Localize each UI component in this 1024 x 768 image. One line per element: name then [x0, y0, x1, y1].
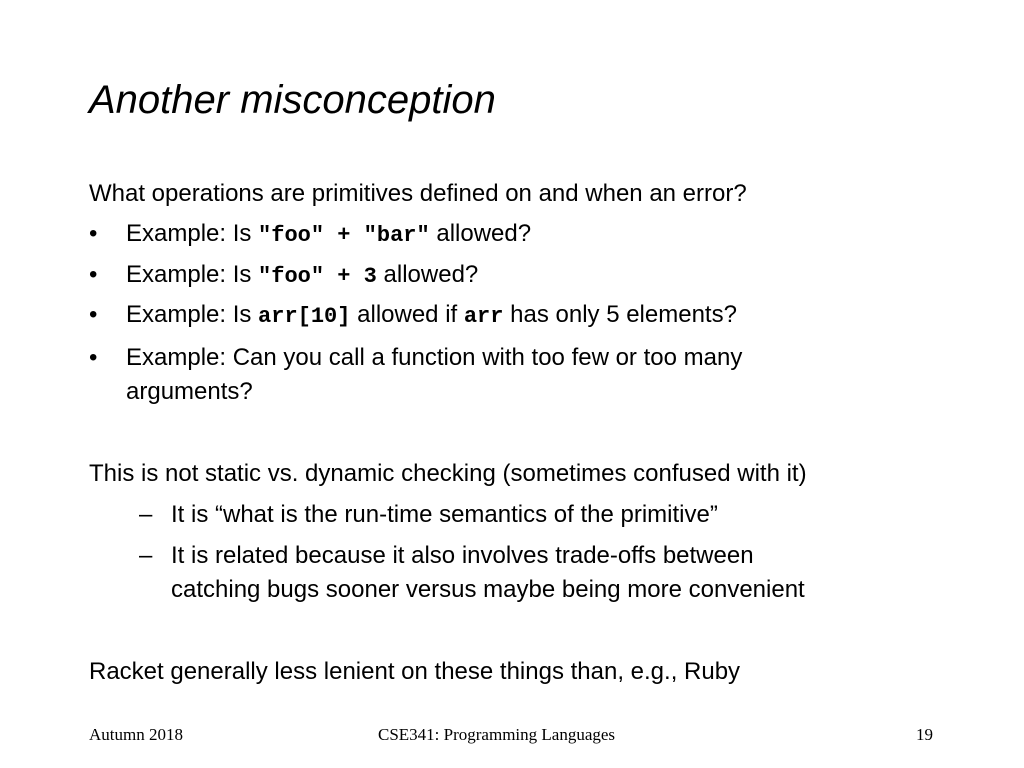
- footer-date: Autumn 2018: [89, 725, 183, 744]
- bullet-text: Example: Is "foo" + 3 allowed?: [126, 261, 479, 289]
- sub-point: [139, 539, 805, 607]
- bullet-text: Example: Can you call a function with too few or too many arguments?: [126, 344, 743, 405]
- bullet-item: [89, 217, 531, 253]
- bullet-marker: •: [89, 301, 98, 328]
- code-snippet: arr[10]: [258, 304, 351, 329]
- bullet-text: Example: Is "foo" + "bar" allowed?: [126, 220, 532, 248]
- footer-course: CSE341: Programming Languages: [378, 725, 616, 744]
- closing-text: Racket generally less lenient on these things than, e.g., Ruby: [89, 658, 741, 685]
- static-note: This is not static vs. dynamic checking (sometimes confused with it): [89, 460, 807, 487]
- bullet-marker: •: [89, 344, 98, 371]
- bullet-item: [89, 298, 737, 334]
- dash-marker: –: [139, 542, 153, 569]
- sub-point-text: It is related because it also involves trade-offs between catching bugs sooner versus maybe being more convenient: [171, 542, 805, 603]
- code-snippet: "foo" + "bar": [258, 223, 430, 248]
- bullet-item: [89, 341, 742, 409]
- footer-page-number: 19: [916, 725, 933, 744]
- bullet-item: [89, 258, 478, 294]
- bullet-marker: •: [89, 261, 98, 288]
- sub-point: [139, 498, 718, 532]
- code-snippet: "foo" + 3: [258, 264, 377, 289]
- slide-title: Another misconception: [89, 78, 496, 122]
- code-snippet: arr: [463, 304, 504, 329]
- bullet-marker: •: [89, 220, 98, 247]
- dash-marker: –: [139, 501, 153, 528]
- bullet-text: Example: Is arr[10] allowed if arr has only 5 elements?: [126, 301, 737, 329]
- sub-point-text: It is “what is the run-time semantics of the primitive”: [171, 501, 718, 528]
- intro-text: What operations are primitives defined on and when an error?: [89, 180, 747, 207]
